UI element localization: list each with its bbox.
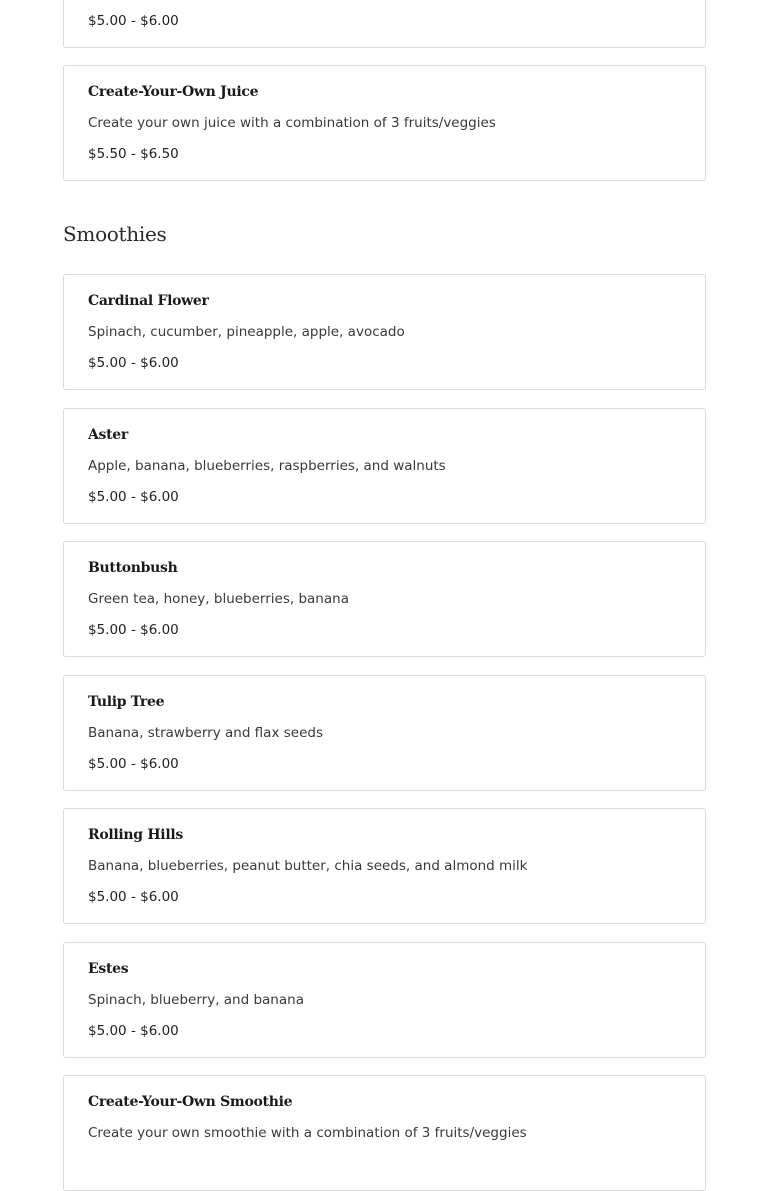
item-name: Estes [88, 961, 129, 977]
item-name: Buttonbush [88, 560, 178, 576]
item-description: Spinach, blueberry, and banana [88, 992, 304, 1008]
item-price: $5.00 - $6.00 [88, 355, 179, 371]
item-name: Rolling Hills [88, 827, 183, 843]
item-description: Create your own smoothie with a combination of 3 fruits/veggies [88, 1125, 527, 1141]
item-price: $5.00 - $6.00 [88, 889, 179, 905]
menu-item-card[interactable] [63, 274, 706, 390]
item-description: Spinach, cucumber, pineapple, apple, avocado [88, 324, 405, 340]
item-name: Aster [88, 427, 128, 443]
section-heading-smoothies: Smoothies [63, 222, 167, 246]
menu-item-card[interactable] [63, 65, 706, 181]
menu-item-card[interactable] [63, 1075, 706, 1191]
item-price: $5.00 - $6.00 [88, 622, 179, 638]
item-price: $5.00 - $6.00 [88, 13, 179, 29]
item-price: $5.50 - $6.50 [88, 146, 179, 162]
item-description: Green tea, honey, blueberries, banana [88, 591, 349, 607]
item-price: $5.00 - $6.00 [88, 1023, 179, 1039]
menu-item-card[interactable] [63, 541, 706, 657]
item-name: Create-Your-Own Smoothie [88, 1094, 293, 1110]
menu-item-card[interactable] [63, 0, 706, 48]
item-name: Cardinal Flower [88, 293, 209, 309]
item-description: Apple, banana, blueberries, raspberries, and walnuts [88, 458, 446, 474]
item-description: Banana, strawberry and flax seeds [88, 725, 323, 741]
menu-item-card[interactable] [63, 675, 706, 791]
item-price: $5.00 - $6.00 [88, 489, 179, 505]
menu-item-card[interactable] [63, 408, 706, 524]
item-description: Banana, blueberries, peanut butter, chia seeds, and almond milk [88, 858, 528, 874]
menu-item-card[interactable] [63, 808, 706, 924]
menu-item-card[interactable] [63, 942, 706, 1058]
item-name: Tulip Tree [88, 694, 165, 710]
item-description: Create your own juice with a combination of 3 fruits/veggies [88, 115, 496, 131]
item-price: $5.00 - $6.00 [88, 756, 179, 772]
item-name: Create-Your-Own Juice [88, 84, 259, 100]
